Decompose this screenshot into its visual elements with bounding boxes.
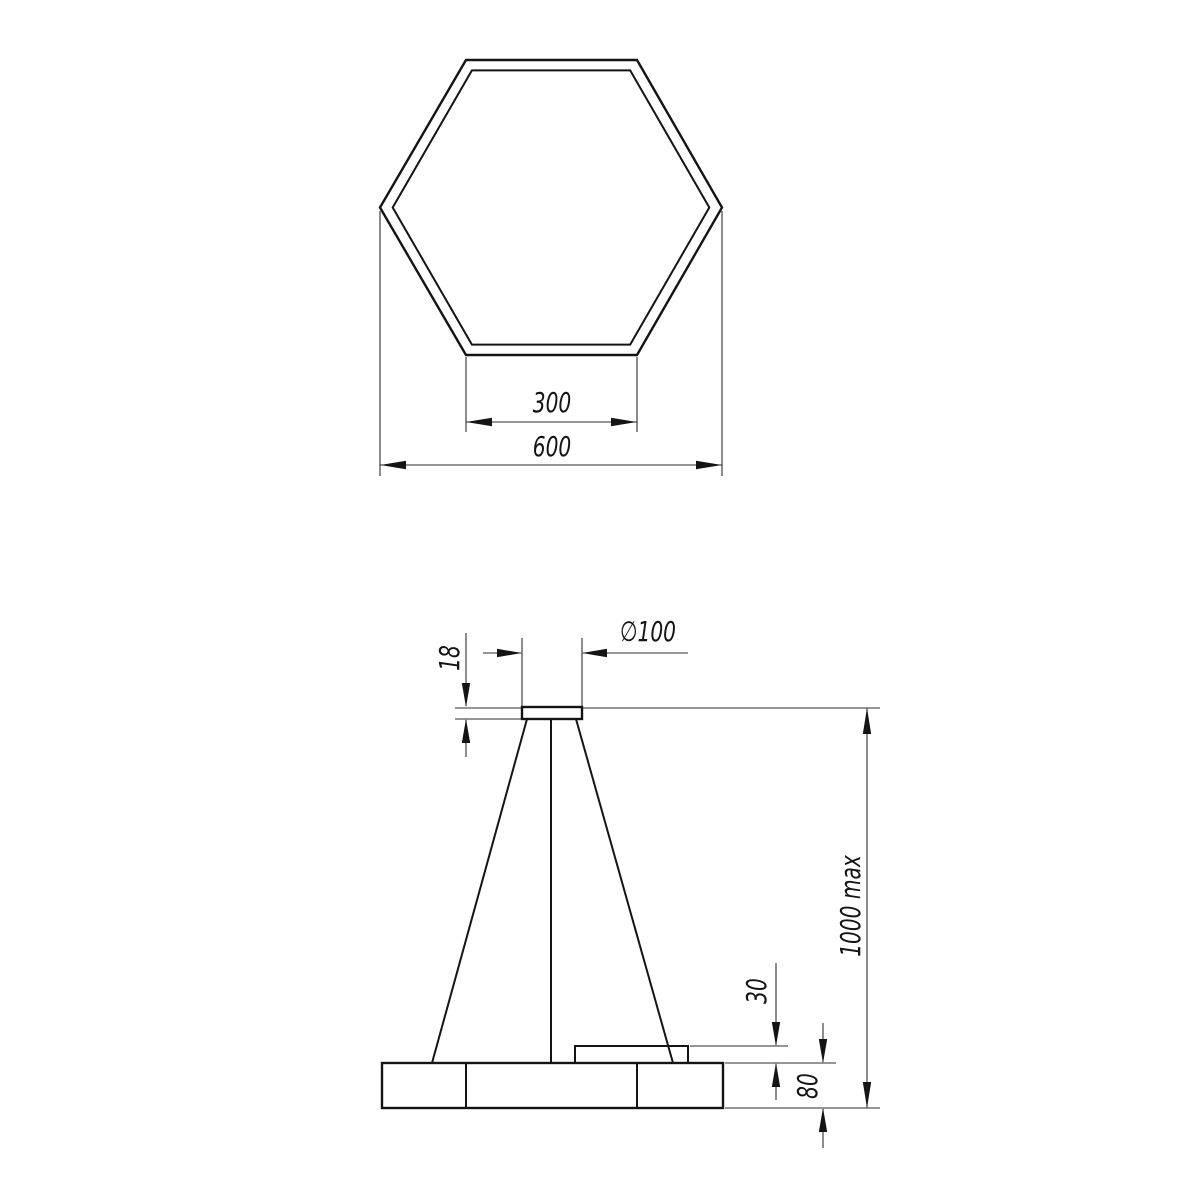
arrowhead-down — [772, 1022, 780, 1046]
dim-label-suspension-height: 1000 max — [833, 855, 867, 957]
arrowhead-up — [819, 1108, 827, 1132]
arrowhead-down — [462, 683, 470, 707]
canopy — [522, 707, 582, 719]
arrowhead-right — [696, 461, 722, 469]
arrowhead-left — [466, 418, 492, 426]
dim-label-driver-height: 30 — [739, 978, 773, 1004]
arrowhead-left — [582, 649, 607, 657]
dim-label-canopy-thickness: 18 — [432, 645, 466, 671]
arrowhead-up — [863, 708, 871, 734]
front-view — [382, 615, 880, 1148]
dim-label-hex-width: 600 — [532, 429, 572, 463]
hexagon-outer-outline — [380, 60, 722, 355]
hexagon-inner-outline — [393, 70, 710, 344]
cable-right — [576, 719, 673, 1063]
arrowhead-up — [772, 1063, 780, 1087]
arrowhead-right — [611, 418, 637, 426]
cable-left — [432, 719, 527, 1063]
arrowhead-left — [380, 461, 406, 469]
arrowhead-up — [462, 719, 470, 743]
fixture-body — [382, 1063, 723, 1108]
dim-label-profile-height: 80 — [790, 1073, 824, 1099]
dim-label-canopy-diameter: ∅100 — [620, 614, 676, 648]
arrowhead-down — [819, 1039, 827, 1063]
arrowhead-right — [497, 649, 522, 657]
dim-label-hex-side: 300 — [532, 385, 572, 419]
top-view — [380, 60, 722, 476]
arrowhead-down — [863, 1082, 871, 1108]
